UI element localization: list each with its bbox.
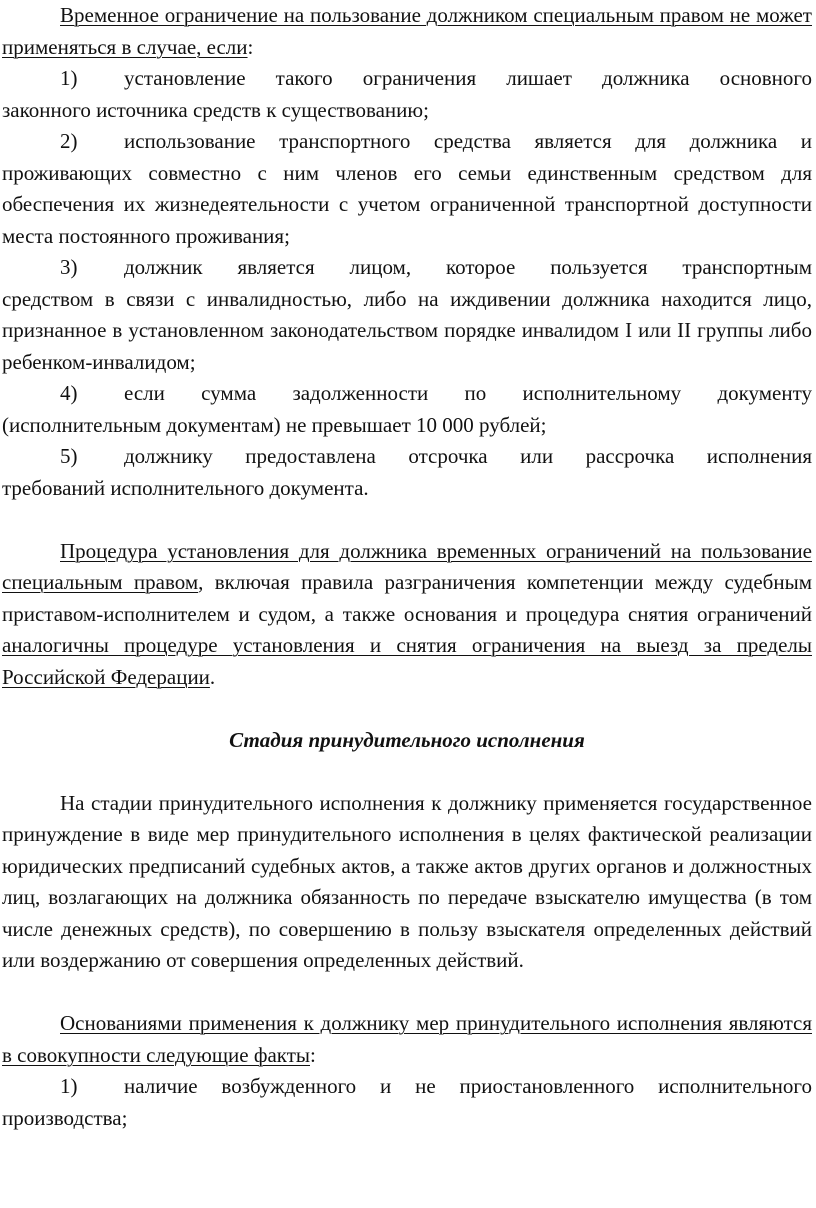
list-item-continuation: законного источника средств к существованию; — [2, 97, 429, 122]
list-item — [2, 378, 812, 441]
spacer — [2, 693, 812, 725]
list-item-continuation: (исполнительным документам) не превышает 10 000 рублей; — [2, 412, 547, 437]
spacer — [2, 756, 812, 788]
list-item-text: должник является лицом, которое пользуется транспортным — [124, 255, 812, 279]
spacer — [2, 977, 812, 1009]
list-item-number: 4) — [60, 381, 78, 405]
spacer — [2, 504, 812, 536]
grounds-colon: : — [310, 1042, 316, 1067]
list-item-number: 1) — [60, 1074, 78, 1098]
exceptions-list — [2, 63, 812, 504]
list-item-text: должнику предоставлена отсрочка или рассрочка исполнения — [124, 444, 812, 468]
list-item-number: 3) — [60, 255, 78, 279]
intro-underlined-text: Временное ограничение на пользование должником специальным правом не может применяться в случае, если — [2, 3, 812, 59]
grounds-intro — [2, 1008, 812, 1071]
list-item-text: установление такого ограничения лишает должника основного — [124, 66, 812, 90]
list-item-continuation: требований исполнительного документа. — [2, 475, 369, 500]
list-item — [2, 441, 812, 504]
procedure-analogy-underlined: аналогичны процедуре установления и снятия ограничения на выезд за пределы Российской Федерации — [2, 633, 812, 689]
list-item-number: 2) — [60, 129, 78, 153]
enforcement-stage-paragraph: На стадии принудительного исполнения к должнику применяется государственное принуждение в виде мер принудительного исполнения в целях фактической реализации юридических предписаний судебных актов, а также актов других органов и должностных лиц, возлагающих на должника обязанность по передаче взыскателю имущества (в том числе денежных средств), по совершению в пользу взыскателя определенных действий или воздержанию от совершения определенных действий. — [2, 790, 812, 972]
list-item-text: наличие возбужденного и не приостановленного исполнительного — [124, 1074, 812, 1098]
list-item-continuation: средством в связи с инвалидностью, либо на иждивении должника находится лицо, признанное в установленном законодательством порядке инвалидом I или II группы либо ребенком-инвалидом; — [2, 286, 812, 374]
intro-colon: : — [247, 34, 254, 59]
list-item — [2, 126, 812, 252]
list-item — [2, 63, 812, 126]
grounds-underlined-text: Основаниями применения к должнику мер принудительного исполнения являются в совокупности следующие факты — [2, 1011, 812, 1067]
list-item-text: если сумма задолженности по исполнительному документу — [124, 381, 812, 405]
list-item-number: 1) — [60, 66, 78, 90]
list-item-continuation: проживающих совместно с ним членов его семьи единственным средством для обеспечения их жизнедеятельности с учетом ограниченной транспортной доступности места постоянного проживания; — [2, 160, 812, 248]
list-item-number: 5) — [60, 444, 78, 468]
section-heading: Стадия принудительного исполнения — [229, 727, 585, 752]
list-item — [2, 1071, 812, 1134]
procedure-text: , включая правила разграничения компетенции между судебным приставом-исполнителем и судом, а также основания и процедура снятия ограничений — [2, 570, 812, 626]
procedure-underlined-text: Процедура установления для должника временных ограничений на пользование специальным правом — [2, 538, 812, 594]
list-item-continuation: производства; — [2, 1105, 128, 1130]
grounds-list — [2, 1071, 812, 1134]
list-item-text: использование транспортного средства является для должника и — [124, 129, 812, 153]
restriction-exceptions-intro — [2, 0, 812, 63]
list-item — [2, 252, 812, 378]
procedure-paragraph — [2, 536, 812, 694]
procedure-end: . — [209, 664, 216, 689]
